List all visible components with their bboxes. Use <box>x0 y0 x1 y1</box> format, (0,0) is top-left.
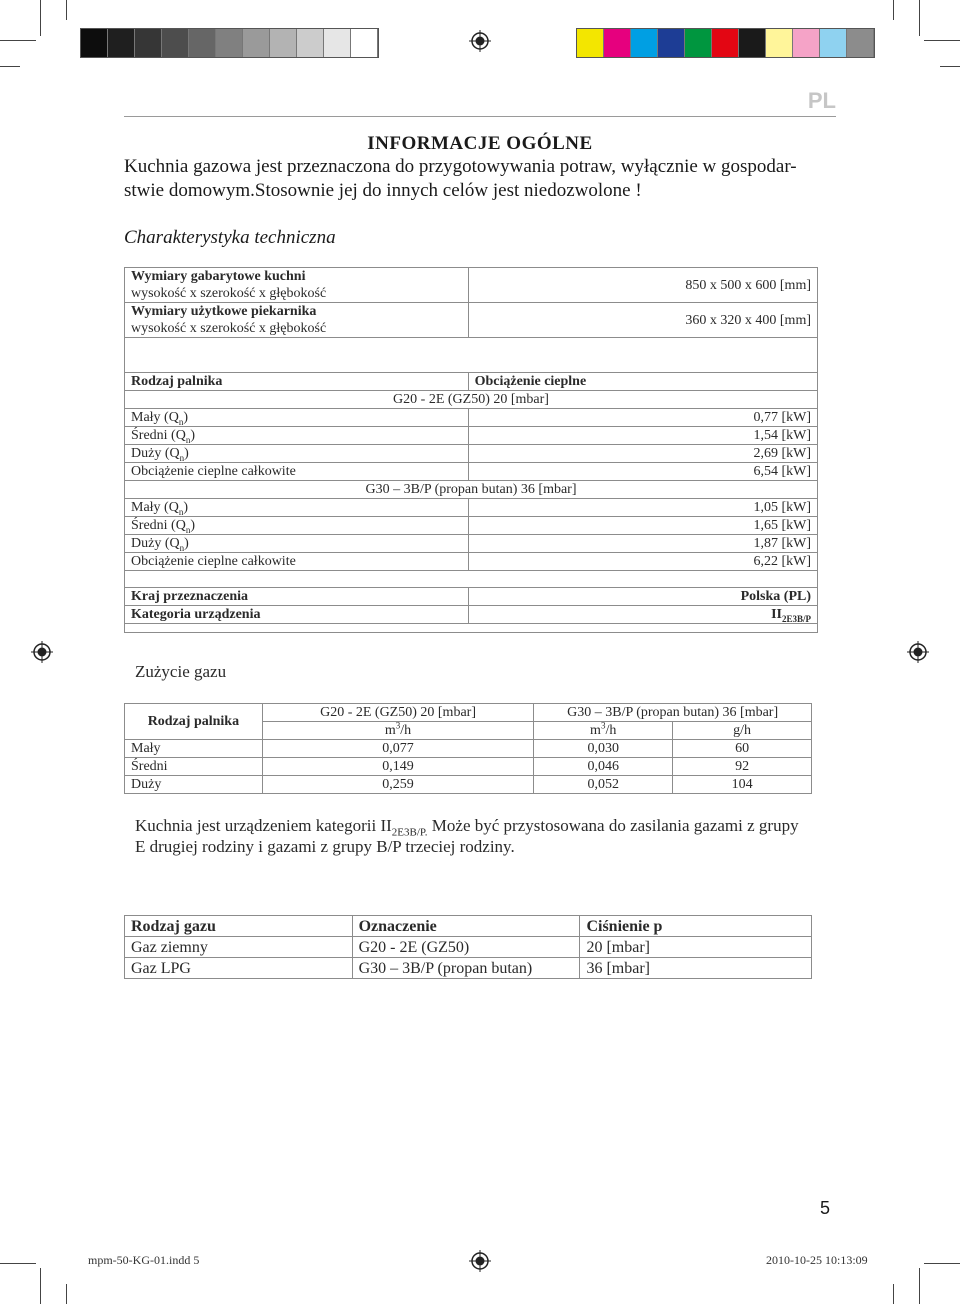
spacer-cell <box>125 338 818 373</box>
gas-table-cell: Gaz LPG <box>125 958 353 979</box>
q-symbol: Q <box>169 536 180 551</box>
consumption-table <box>124 703 812 794</box>
table-row <box>125 776 812 794</box>
color-swatch <box>658 29 685 57</box>
gas-table-header: Rodzaj gazu <box>125 916 353 937</box>
category-main: II <box>771 607 782 622</box>
heat-load-value: 1,65 [kW] <box>468 517 817 535</box>
color-swatch <box>766 29 793 57</box>
table-row <box>125 588 818 606</box>
color-swatch <box>162 29 189 57</box>
q-symbol: Q <box>168 410 179 425</box>
burner-label: Mały $(Q_n)$ <box>125 499 469 517</box>
gas-type-table <box>124 915 812 979</box>
gas-table-header: Ciśnienie p <box>580 916 812 937</box>
crop-mark <box>40 1268 41 1304</box>
file-slug: mpm-50-KG-01.indd 5 <box>88 1253 200 1267</box>
table-row <box>125 624 818 633</box>
language-tag: PL <box>807 88 836 113</box>
oven-sublabel: wysokość x szerokość x głębokość <box>125 320 469 338</box>
g30-header: G30 – 3B/P (propan butan) 36 [mbar] <box>534 704 812 722</box>
header-rule <box>124 116 836 117</box>
registration-mark-icon <box>469 30 491 52</box>
category-note <box>135 815 845 857</box>
note-text: Kuchnia jest urządzeniem kategorii II <box>135 816 392 835</box>
n-subscript: n <box>178 506 184 517</box>
intro-line: stwie domowym.Stosownie jej do innych celów jest niedozwolone ! <box>124 180 642 201</box>
table-row <box>125 937 812 958</box>
g20-header: G20 - 2E (GZ50) 20 [mbar] <box>262 704 533 722</box>
burner-label-text: Średni ( <box>131 428 176 443</box>
color-swatch <box>793 29 820 57</box>
crop-mark <box>0 1263 36 1264</box>
color-swatch <box>631 29 658 57</box>
intro-line: Kuchnia gazowa jest przeznaczona do przygotowywania potraw, wyłącznie w gospodar- <box>124 156 797 177</box>
burner-label-text: Średni ( <box>131 518 176 533</box>
table-row <box>125 517 818 535</box>
category-subscript: 2E3B/P <box>781 613 811 624</box>
table-row <box>125 958 812 979</box>
table-row <box>125 606 818 624</box>
g20-m3h-value: 0,077 <box>262 740 533 758</box>
unit-text: m <box>590 723 601 738</box>
burner-label-text: Mały ( <box>131 410 169 425</box>
color-swatch <box>739 29 766 57</box>
color-swatch <box>820 29 847 57</box>
print-timestamp: 2010-10-25 10:13:09 <box>766 1253 868 1267</box>
unit-exponent: 3 <box>395 720 401 731</box>
registration-mark-icon <box>31 641 53 663</box>
note-subscript: 2E3B/P. <box>391 826 428 839</box>
burner-label: Duży $(Q_n)$ <box>125 535 469 553</box>
color-swatch <box>297 29 324 57</box>
g30-m3h-value: 0,046 <box>534 758 673 776</box>
color-swatch <box>604 29 631 57</box>
burner-label-text: Duży ( <box>131 446 170 461</box>
g30-header: G30 – 3B/P (propan butan) 36 [mbar] <box>125 481 818 499</box>
color-swatch <box>712 29 739 57</box>
color-swatch <box>189 29 216 57</box>
table-row <box>125 740 812 758</box>
table-row <box>125 268 818 286</box>
table-row <box>125 916 812 937</box>
unit-exponent: 3 <box>600 720 606 731</box>
n-subscript: n <box>179 542 185 553</box>
q-symbol: Q <box>168 500 179 515</box>
category-value <box>468 606 817 624</box>
gas-table-cell: 20 [mbar] <box>580 937 812 958</box>
table-row <box>125 391 818 409</box>
burner-type-header: Rodzaj palnika <box>125 704 263 740</box>
unit-cell: g/h <box>673 722 812 740</box>
registration-mark-icon <box>469 1250 491 1272</box>
note-line: E drugiej rodziny i gazami z grupy B/P trzeciej rodziny. <box>135 837 515 856</box>
crop-mark <box>924 1263 960 1264</box>
crop-mark <box>66 1284 67 1304</box>
registration-mark-icon <box>907 641 929 663</box>
oven-label: Wymiary użytkowe piekarnika <box>125 303 469 321</box>
gas-table-header: Oznaczenie <box>352 916 580 937</box>
burner-label-text: Obciążenie cieplne całkowite <box>131 554 296 569</box>
q-symbol: Q <box>169 446 180 461</box>
crop-mark <box>0 40 36 41</box>
country-label: Kraj przeznaczenia <box>125 588 469 606</box>
gas-table-cell: G20 - 2E (GZ50) <box>352 937 580 958</box>
gas-table-cell: G30 – 3B/P (propan butan) <box>352 958 580 979</box>
table-row <box>125 445 818 463</box>
q-symbol: Q <box>175 518 186 533</box>
country-value: Polska (PL) <box>468 588 817 606</box>
table-row <box>125 571 818 588</box>
heat-load-value: 6,22 [kW] <box>468 553 817 571</box>
n-subscript: n <box>178 416 184 427</box>
g20-m3h-value: 0,259 <box>262 776 533 794</box>
table-row <box>125 373 818 391</box>
heat-load-value: 1,54 [kW] <box>468 427 817 445</box>
unit-cell <box>262 722 533 740</box>
table-row <box>125 409 818 427</box>
crop-mark <box>919 0 920 36</box>
color-swatch <box>324 29 351 57</box>
n-subscript: n <box>185 524 191 535</box>
crop-mark <box>0 66 20 67</box>
crop-mark <box>919 1268 920 1304</box>
g30-gh-value: 104 <box>673 776 812 794</box>
heat-load-value: 1,05 [kW] <box>468 499 817 517</box>
g20-m3h-value: 0,149 <box>262 758 533 776</box>
n-subscript: n <box>179 452 185 463</box>
burner-label <box>125 553 469 571</box>
grayscale-color-bar <box>80 28 379 58</box>
burner-type-header: Rodzaj palnika <box>125 373 469 391</box>
crop-mark <box>40 0 41 36</box>
note-text: Może być przystosowana do zasilania gazami z grupy <box>427 816 799 835</box>
q-symbol: Q <box>175 428 186 443</box>
burner-label: Średni $(Q_n)$ <box>125 517 469 535</box>
table-row <box>125 553 818 571</box>
gas-table-cell: Gaz ziemny <box>125 937 353 958</box>
burner-label: Duży $(Q_n)$ <box>125 445 469 463</box>
process-color-bar <box>576 28 875 58</box>
table-row <box>125 427 818 445</box>
heat-load-value: 6,54 [kW] <box>468 463 817 481</box>
burner-label: Średni $(Q_n)$ <box>125 427 469 445</box>
table-row <box>125 338 818 373</box>
section-subheading: Charakterystyka techniczna <box>124 227 336 248</box>
dims-value: 850 x 500 x 600 [mm] <box>468 268 817 303</box>
spacer-cell <box>125 571 818 588</box>
table-row <box>125 303 818 321</box>
burner-label-text: Obciążenie cieplne całkowite <box>131 464 296 479</box>
category-label: Kategoria urządzenia <box>125 606 469 624</box>
g30-m3h-value: 0,052 <box>534 776 673 794</box>
crop-mark <box>893 0 894 20</box>
burner-name: Mały <box>125 740 263 758</box>
heat-load-value: 0,77 [kW] <box>468 409 817 427</box>
table-row <box>125 499 818 517</box>
color-swatch <box>81 29 108 57</box>
consumption-heading: Zużycie gazu <box>135 662 227 681</box>
page-title: INFORMACJE OGÓLNE <box>367 133 593 154</box>
burner-name: Duży <box>125 776 263 794</box>
g30-m3h-value: 0,030 <box>534 740 673 758</box>
heat-load-value: 1,87 [kW] <box>468 535 817 553</box>
burner-name: Średni <box>125 758 263 776</box>
page-number: 5 <box>820 1198 831 1218</box>
crop-mark <box>893 1284 894 1304</box>
g30-gh-value: 92 <box>673 758 812 776</box>
color-swatch <box>270 29 297 57</box>
crop-mark <box>924 40 960 41</box>
heat-load-value: 2,69 [kW] <box>468 445 817 463</box>
intro-paragraph <box>124 155 840 203</box>
note-line <box>135 815 845 839</box>
spacer-cell <box>125 624 818 633</box>
oven-value: 360 x 320 x 400 [mm] <box>468 303 817 338</box>
color-swatch <box>847 29 874 57</box>
g30-gh-value: 60 <box>673 740 812 758</box>
burner-label-text: Mały ( <box>131 500 169 515</box>
g20-header: G20 - 2E (GZ50) 20 [mbar] <box>125 391 818 409</box>
unit-text: /h <box>400 723 412 738</box>
table-row <box>125 481 818 499</box>
unit-text: m <box>384 723 396 738</box>
table-row <box>125 535 818 553</box>
n-subscript: n <box>185 434 191 445</box>
unit-cell <box>534 722 673 740</box>
color-swatch <box>685 29 712 57</box>
color-swatch <box>351 29 378 57</box>
crop-mark <box>940 66 960 67</box>
burner-label: Mały $(Q_n)$ <box>125 409 469 427</box>
table-row <box>125 758 812 776</box>
dims-sublabel: wysokość x szerokość x głębokość <box>125 285 469 303</box>
crop-mark <box>66 0 67 20</box>
unit-text: /h <box>605 723 617 738</box>
color-swatch <box>135 29 162 57</box>
burner-label <box>125 463 469 481</box>
color-swatch <box>216 29 243 57</box>
color-swatch <box>243 29 270 57</box>
table-row <box>125 704 812 722</box>
burner-label-text: Duży ( <box>131 536 170 551</box>
color-swatch <box>108 29 135 57</box>
spec-table <box>124 267 818 633</box>
table-row <box>125 463 818 481</box>
dims-label: Wymiary gabarytowe kuchni <box>125 268 469 286</box>
heat-load-header: Obciążenie cieplne <box>468 373 817 391</box>
color-swatch <box>577 29 604 57</box>
gas-table-cell: 36 [mbar] <box>580 958 812 979</box>
